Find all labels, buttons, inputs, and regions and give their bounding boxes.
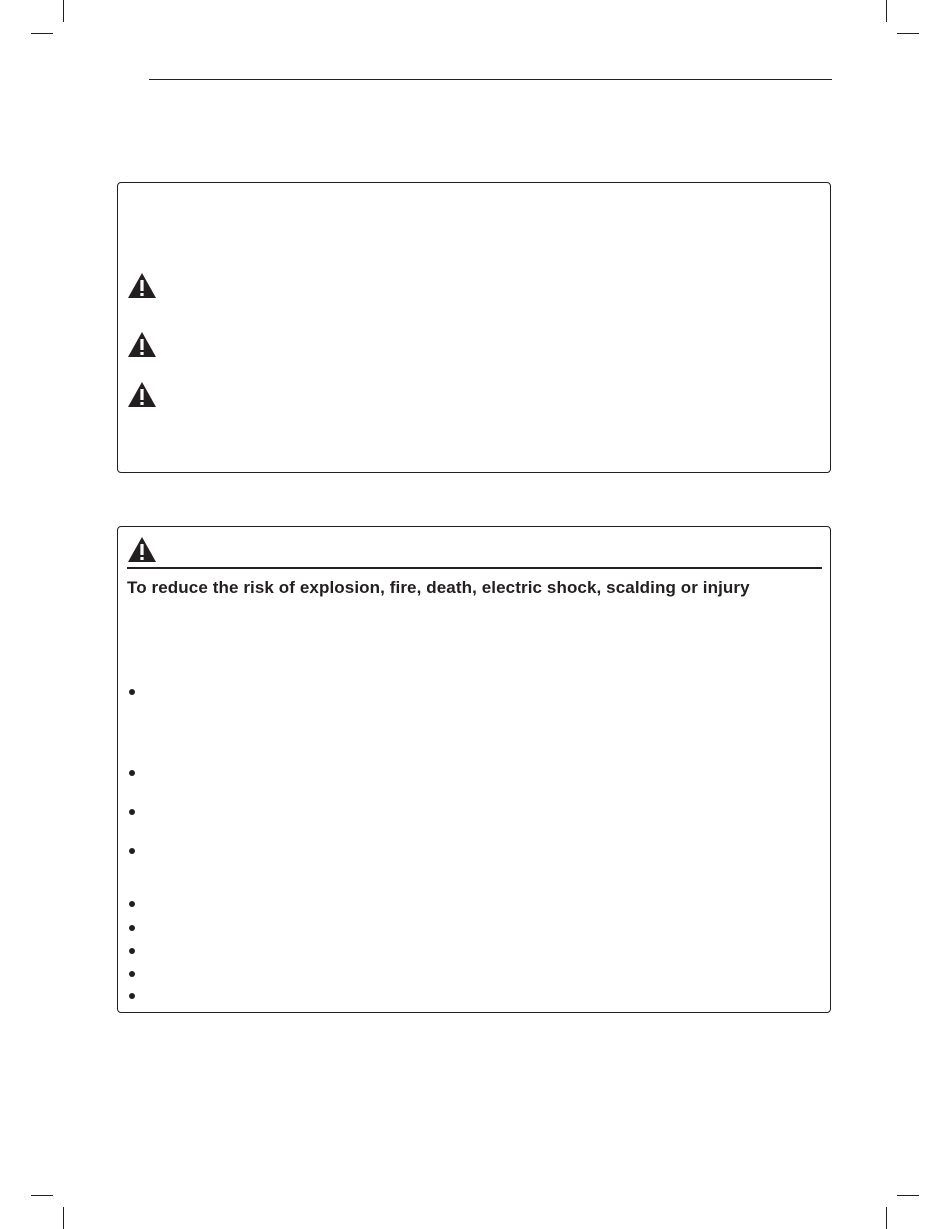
crop-mark — [886, 0, 887, 22]
list-bullet — [129, 948, 135, 954]
warning-box — [117, 526, 831, 1013]
list-bullet — [129, 848, 135, 854]
list-bullet — [129, 809, 135, 815]
warning-triangle-icon — [127, 331, 157, 358]
crop-mark — [897, 33, 919, 34]
crop-mark — [886, 1207, 887, 1229]
list-bullet — [129, 971, 135, 977]
crop-mark — [31, 1195, 53, 1196]
warning-header-rule — [127, 567, 822, 569]
crop-mark — [897, 1195, 919, 1196]
safety-symbols-box — [117, 182, 831, 473]
header-rule — [149, 79, 832, 80]
list-bullet — [129, 993, 135, 999]
list-bullet — [129, 925, 135, 931]
list-bullet — [129, 770, 135, 776]
crop-mark — [63, 1207, 64, 1229]
warning-triangle-icon — [127, 272, 157, 299]
list-bullet — [129, 901, 135, 907]
crop-mark — [63, 0, 64, 22]
risk-heading: To reduce the risk of explosion, fire, death, electric shock, scalding or injury — [127, 578, 750, 597]
warning-triangle-icon — [127, 536, 157, 563]
list-bullet — [129, 689, 135, 695]
warning-triangle-icon — [127, 381, 157, 408]
crop-mark — [31, 33, 53, 34]
